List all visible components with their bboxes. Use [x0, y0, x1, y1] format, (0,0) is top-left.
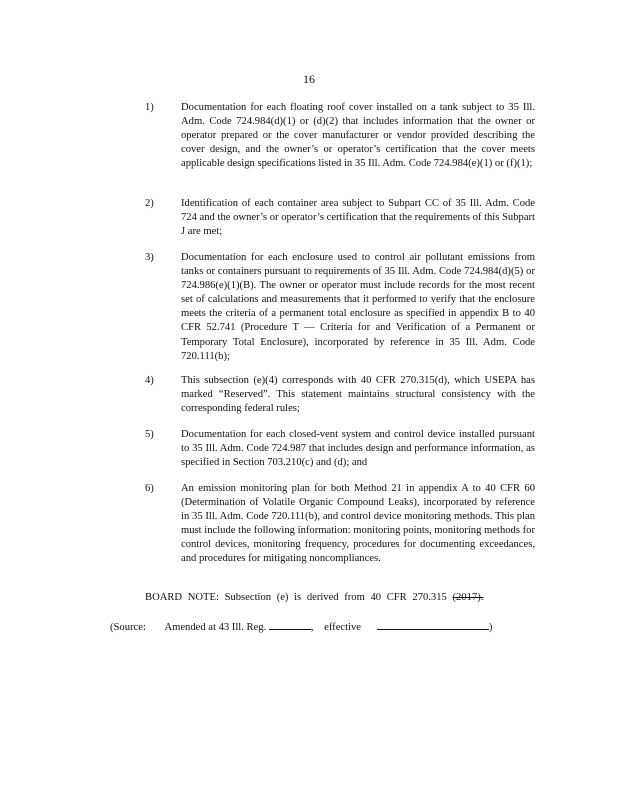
item-number: 4) — [145, 375, 154, 386]
source-close: ) — [488, 622, 493, 633]
item-text: Identification of each container area subject to Subpart CC of 35 Ill. Adm. Code 724 and the owner’s or operator’s certification that the requirements of this Subpart J are met; — [181, 198, 535, 238]
register-page-blank — [269, 618, 311, 630]
source-comma: , — [310, 622, 314, 633]
board-note-struck-year: (2017). — [452, 592, 484, 603]
item-number: 1) — [145, 102, 154, 113]
board-note — [145, 592, 483, 603]
item-number: 3) — [145, 252, 154, 263]
effective-date-blank — [377, 618, 489, 630]
item-text: An emission monitoring plan for both Method 21 in appendix A to 40 CFR 60 (Determination of Volatile Organic Compound Leaks), incorporated by reference in 35 Ill. Adm. Code 720.111(b), and control device monitoring methods. This plan must include the following information: monitoring points, monitoring methods for control devices, monitoring frequency, procedures for documenting exceedances, and procedures for mitigating noncompliances. — [181, 483, 535, 565]
source-open: (Source: — [110, 622, 146, 633]
source-amended: Amended at 43 Ill. Reg. — [164, 622, 267, 633]
item-text: This subsection (e)(4) corresponds with 40 CFR 270.315(d), which USEPA has marked “Reserved”. This statement maintains structural consistency with the corresponding federal rules; — [181, 375, 535, 415]
source-effective: effective — [324, 622, 361, 633]
item-text: Documentation for each enclosure used to control air pollutant emissions from tanks or containers pursuant to requirements of 35 Ill. Adm. Code 724.984(d)(5) or 724.986(e)(1)(B). The owner or operator must include records for the most recent set of calculations and measurements that it performed to verify that the enclosure meets the criteria of a permanent total enclosure as specified in appendix B to 40 CFR 52.741 (Procedure T — Criteria for and Verification of a Permanent or Temporary Total Enclosure), incorporated by reference in 35 Ill. Adm. Code 720.111(b); — [181, 252, 535, 362]
item-number: 2) — [145, 198, 154, 209]
source-note — [110, 618, 492, 633]
item-text: Documentation for each floating roof cover installed on a tank subject to 35 Ill. Adm. Code 724.984(d)(1) or (d)(2) that includes information that the owner or operator prepared or the cover manufacturer or vendor provided describing the cover design, and the owner’s or operator’s certification that the cover meets applicable design specifications listed in 35 Ill. Adm. Code 724.984(e)(1) or (f)(1); — [181, 102, 535, 170]
page-number: 16 — [303, 72, 315, 86]
item-number: 6) — [145, 483, 154, 494]
item-text: Documentation for each closed-vent system and control device installed pursuant to 35 Ill. Adm. Code 724.987 that includes design and performance information, as specified in Section 703.210(c) and (d); and — [181, 429, 535, 469]
item-number: 5) — [145, 429, 154, 440]
board-note-text: BOARD NOTE: Subsection (e) is derived from 40 CFR 270.315 — [145, 592, 447, 603]
